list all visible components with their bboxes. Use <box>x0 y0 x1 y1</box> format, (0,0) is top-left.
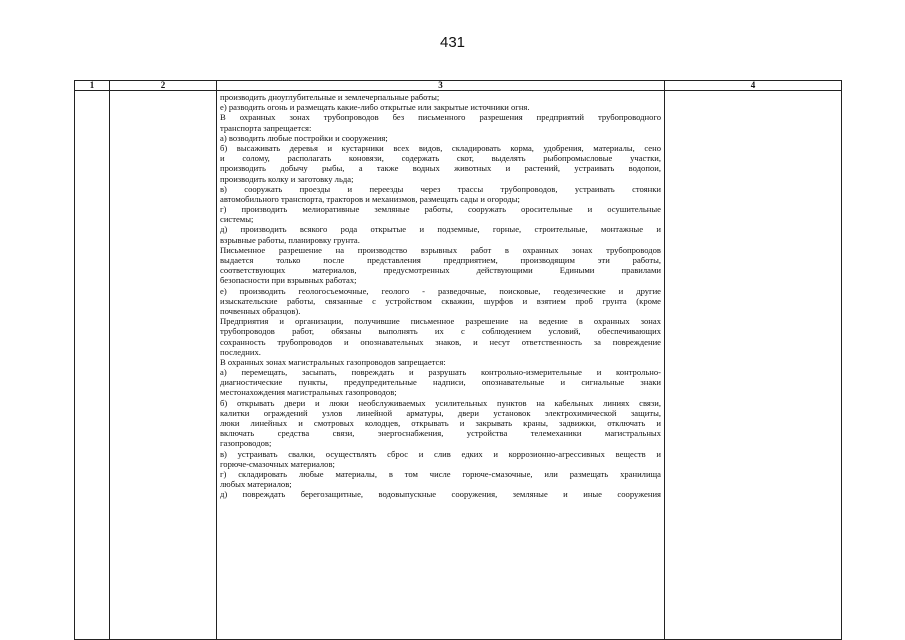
column-header-4: 4 <box>665 81 842 91</box>
cell-col-4 <box>665 91 842 640</box>
text-line: почвенных образцов). <box>220 305 301 316</box>
column-header-2: 2 <box>110 81 217 91</box>
text-line: любых материалов; <box>220 479 292 490</box>
text-line: взрывные работы, планировку грунта. <box>220 234 360 245</box>
column-header-3: 3 <box>217 81 665 91</box>
text-line: последних. <box>220 346 261 357</box>
table-body-row <box>75 91 842 640</box>
text-line: диагностические пункты, предупредительные надписи, опознавательные и сигнальные знаки <box>220 377 661 388</box>
text-line: В охранных зонах трубопроводов без письменного разрешения предприятий трубопроводного <box>220 112 661 123</box>
text-line: трубопроводов работ, обязаны выполнять их с соблюдением условий, обеспечивающих <box>220 326 661 337</box>
text-line: д) повреждать берегозащитные, водовыпускные сооружения, земляные и иные сооружения <box>220 489 661 500</box>
text-line: горюче-смазочных материалов; <box>220 458 335 469</box>
text-line: системы; <box>220 214 254 225</box>
text-line: б) открывать двери и люки необслуживаемых усилительных пунктов на кабельных линиях связи, <box>220 397 661 408</box>
cell-col-3-text <box>217 91 665 640</box>
table-header-row <box>75 81 842 91</box>
text-line: В охранных зонах магистральных газопроводов запрещается: <box>220 356 446 367</box>
text-line: изыскательские работы, связанные с устройством скважин, шурфов и взятием проб грунта (кроме <box>220 295 661 306</box>
text-line: г) производить мелиоративные земляные работы, сооружать оросительные и осушительные <box>220 204 661 215</box>
text-line: г) складировать любые материалы, в том числе горюче-смазочные, или размещать хранилища <box>220 468 661 479</box>
text-line: производить дноуглубительные и землечерпальные работы; <box>220 92 440 102</box>
text-line: калитки ограждений узлов линейной арматуры, двери установок электрохимической защиты, <box>220 407 661 418</box>
document-table <box>74 80 842 640</box>
text-line: а) перемещать, засыпать, повреждать и разрушать контрольно-измерительные и контрольно- <box>220 367 661 378</box>
text-line: автомобильного транспорта, тракторов и механизмов, размещать сады и огороды; <box>220 193 520 204</box>
text-line: Письменное разрешение на производство взрывных работ в охранных зонах трубопроводов <box>220 244 661 255</box>
text-line: е) производить геологосъемочные, геолого - разведочные, поисковые, геодезические и другие <box>220 285 661 296</box>
page-number: 431 <box>439 34 466 51</box>
text-line: а) возводить любые постройки и сооружения; <box>220 132 388 143</box>
text-line: безопасности при взрывных работах; <box>220 275 357 286</box>
text-line: соответствующих материалов, предусмотренных действующими Едиными правилами <box>220 265 661 276</box>
column-header-1: 1 <box>75 81 110 91</box>
text-line: в) устраивать свалки, осуществлять сброс и слив едких и коррозионно-агрессивных веществ и <box>220 448 661 459</box>
text-line: в) сооружать проезды и переезды через трассы трубопроводов, устраивать стоянки <box>220 183 661 194</box>
text-line: б) высаживать деревья и кустарники всех видов, складировать корма, удобрения, материалы, сено <box>220 142 661 153</box>
text-line: и солому, располагать коновязи, содержать скот, выделять рыбопромысловые участки, <box>220 153 661 164</box>
text-line: производить добычу рыбы, а также водных животных и растений, устраивать водопои, <box>220 163 661 174</box>
cell-col-2 <box>110 91 217 640</box>
text-line: включать средства связи, энергоснабжения, устройства телемеханики магистральных <box>220 428 661 439</box>
text-line: выдается только после представления предприятием, производящим эти работы, <box>220 255 661 265</box>
text-line: местонахождения магистральных газопроводов; <box>220 387 397 398</box>
text-line: е) разводить огонь и размещать какие-либо открытые или закрытые источники огня. <box>220 102 530 113</box>
text-line: д) производить всякого рода открытые и подземные, горные, строительные, монтажные и <box>220 224 661 235</box>
text-line: газопроводов; <box>220 438 272 449</box>
text-line: транспорта запрещается: <box>220 122 312 133</box>
text-line: Предприятия и организации, получившие письменное разрешение на ведение в охранных зонах <box>220 316 661 327</box>
text-line: люки линейных и смотровых колодцев, открывать и закрывать краны, задвижки, отключать и <box>220 418 661 428</box>
text-line: сохранность трубопроводов и опознавательных знаков, и несут ответственность за повреждение <box>220 336 661 347</box>
cell-col-1 <box>75 91 110 640</box>
text-line: производить колку и заготовку льда; <box>220 173 354 184</box>
